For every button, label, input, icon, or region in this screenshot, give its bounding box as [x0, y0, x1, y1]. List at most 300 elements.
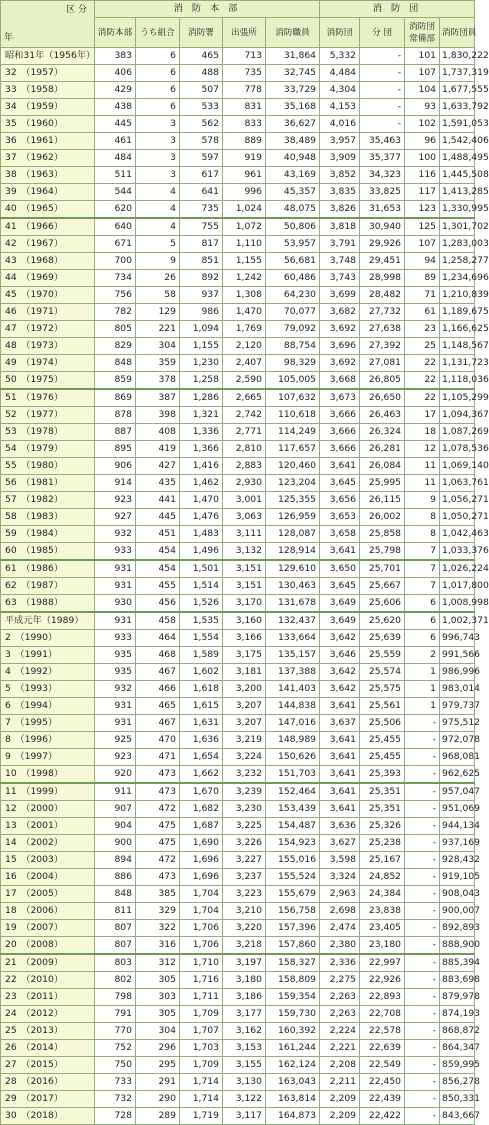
table-row: [1, 133, 475, 150]
value-cell: 305: [136, 1006, 180, 1023]
value-cell: 104: [405, 82, 440, 99]
value-cell: 126,959: [266, 509, 320, 526]
value-cell: 154,923: [266, 835, 320, 852]
value-cell: -: [360, 65, 405, 82]
value-cell: 805: [95, 321, 136, 338]
value-cell: 125,355: [266, 492, 320, 509]
table-row: [1, 630, 475, 647]
value-cell: 3,909: [320, 150, 360, 167]
value-cell: 3,218: [223, 937, 266, 955]
value-cell: 2,810: [223, 441, 266, 458]
value-cell: 3,642: [320, 681, 360, 698]
value-cell: 26,805: [360, 372, 405, 390]
value-cell: 467: [136, 664, 180, 681]
value-cell: 22,578: [360, 1023, 405, 1040]
value-cell: 962,625: [440, 766, 475, 784]
value-cell: 888,900: [440, 937, 475, 955]
value-cell: 107: [405, 236, 440, 253]
value-cell: 290: [136, 1091, 180, 1108]
value-cell: 3,642: [320, 630, 360, 647]
year-cell: 9 （1997）: [1, 749, 95, 766]
value-cell: 3,130: [223, 1074, 266, 1091]
value-cell: 291: [136, 1074, 180, 1091]
value-cell: 848: [95, 886, 136, 903]
value-cell: 1,069,140: [440, 458, 475, 475]
value-cell: 3,232: [223, 766, 266, 784]
table-row: [1, 920, 475, 937]
value-cell: 163,814: [266, 1091, 320, 1108]
value-cell: -: [405, 801, 440, 818]
year-cell: 19 （2007）: [1, 920, 95, 937]
value-cell: 2,963: [320, 886, 360, 903]
value-cell: 3,226: [223, 835, 266, 852]
value-cell: 132,437: [266, 612, 320, 630]
value-cell: 3,207: [223, 715, 266, 732]
value-cell: -: [405, 1040, 440, 1057]
value-cell: 1,462: [180, 475, 223, 492]
value-cell: 1,677,555: [440, 82, 475, 99]
value-cell: 932: [95, 681, 136, 698]
value-cell: 96: [405, 133, 440, 150]
value-cell: 533: [180, 99, 223, 116]
value-cell: 807: [95, 937, 136, 955]
table-row: [1, 783, 475, 801]
value-cell: 383: [95, 48, 136, 65]
value-cell: 3,151: [223, 578, 266, 595]
value-cell: 3,223: [223, 886, 266, 903]
value-cell: 1,633,792: [440, 99, 475, 116]
value-cell: 874,193: [440, 1006, 475, 1023]
value-cell: 419: [136, 441, 180, 458]
value-cell: 22,549: [360, 1057, 405, 1074]
table-row: [1, 1023, 475, 1040]
value-cell: 98,329: [266, 355, 320, 372]
value-cell: 843,667: [440, 1108, 475, 1125]
table-row: [1, 732, 475, 749]
year-cell: 34 （1959）: [1, 99, 95, 116]
value-cell: 1,589: [180, 647, 223, 664]
value-cell: 3,649: [320, 612, 360, 630]
value-cell: 1: [405, 664, 440, 681]
year-cell: 54 （1979）: [1, 441, 95, 458]
value-cell: 892: [180, 270, 223, 287]
value-cell: 25,506: [360, 715, 405, 732]
value-cell: 1,496: [180, 543, 223, 561]
value-cell: 385: [136, 886, 180, 903]
value-cell: -: [360, 116, 405, 133]
value-cell: 2,209: [320, 1108, 360, 1125]
value-cell: 155,016: [266, 852, 320, 869]
value-cell: 473: [136, 783, 180, 801]
value-cell: 3,650: [320, 560, 360, 578]
value-cell: 22: [405, 372, 440, 390]
value-cell: 829: [95, 338, 136, 355]
fire-department-group-header: 消 防 本 部: [95, 1, 320, 18]
value-cell: 398: [136, 407, 180, 424]
value-cell: 25,326: [360, 818, 405, 835]
value-cell: 1,476: [180, 509, 223, 526]
value-cell: 3,324: [320, 869, 360, 886]
value-cell: 295: [136, 1057, 180, 1074]
value-cell: 831: [223, 99, 266, 116]
value-cell: 3,219: [223, 732, 266, 749]
value-cell: 159,730: [266, 1006, 320, 1023]
value-cell: 1,286: [180, 389, 223, 407]
value-cell: 467: [136, 715, 180, 732]
year-cell: 43 （1968）: [1, 253, 95, 270]
value-cell: 3,153: [223, 1040, 266, 1057]
value-cell: 1,710: [180, 954, 223, 972]
table-row: [1, 48, 475, 65]
table-row: [1, 389, 475, 407]
value-cell: 3,668: [320, 372, 360, 390]
value-cell: 129: [136, 304, 180, 321]
value-cell: 129,610: [266, 560, 320, 578]
table-row: [1, 818, 475, 835]
value-cell: 158,809: [266, 972, 320, 989]
value-cell: 507: [180, 82, 223, 99]
value-cell: 3,239: [223, 783, 266, 801]
value-cell: 144,838: [266, 698, 320, 715]
year-cell: 47 （1972）: [1, 321, 95, 338]
value-cell: 1,602: [180, 664, 223, 681]
value-cell: 12: [405, 441, 440, 458]
value-cell: 305: [136, 972, 180, 989]
value-cell: -: [405, 903, 440, 920]
value-cell: 930: [95, 595, 136, 613]
year-cell: 18 （2006）: [1, 903, 95, 920]
value-cell: 3,230: [223, 801, 266, 818]
value-cell: 975,512: [440, 715, 475, 732]
value-cell: 734: [95, 270, 136, 287]
value-cell: 3,175: [223, 647, 266, 664]
value-cell: 920: [95, 766, 136, 784]
table-row: [1, 270, 475, 287]
value-cell: 3,627: [320, 835, 360, 852]
value-cell: 26: [136, 270, 180, 287]
value-cell: 26,463: [360, 407, 405, 424]
value-cell: 904: [95, 818, 136, 835]
value-cell: 1,716: [180, 972, 223, 989]
value-cell: 1,026,224: [440, 560, 475, 578]
value-cell: 25,798: [360, 543, 405, 561]
value-cell: 7: [405, 578, 440, 595]
value-cell: 1,087,269: [440, 424, 475, 441]
value-cell: 2,208: [320, 1057, 360, 1074]
value-cell: 1,105,299: [440, 389, 475, 407]
value-cell: 2,380: [320, 937, 360, 955]
value-cell: 640: [95, 218, 136, 236]
value-cell: 856,278: [440, 1074, 475, 1091]
year-cell: 8 （1996）: [1, 732, 95, 749]
corner-year-label: 年: [4, 33, 17, 43]
value-cell: 900,007: [440, 903, 475, 920]
table-row: [1, 749, 475, 766]
value-cell: 25,393: [360, 766, 405, 784]
value-cell: 1,366: [180, 441, 223, 458]
year-cell: 62 （1987）: [1, 578, 95, 595]
value-cell: 2,771: [223, 424, 266, 441]
table-row: [1, 766, 475, 784]
table-row: [1, 698, 475, 715]
year-cell: 22 （2010）: [1, 972, 95, 989]
value-cell: 26,084: [360, 458, 405, 475]
value-cell: 34,323: [360, 167, 405, 184]
value-cell: 3,645: [320, 475, 360, 492]
value-cell: 154,487: [266, 818, 320, 835]
value-cell: 2,742: [223, 407, 266, 424]
year-cell: 13 （2001）: [1, 818, 95, 835]
value-cell: 2: [405, 647, 440, 664]
value-cell: 25,351: [360, 801, 405, 818]
group-header-row: [1, 1, 475, 18]
table-row: [1, 372, 475, 390]
col-header: うち組合: [136, 18, 180, 48]
value-cell: 3,791: [320, 236, 360, 253]
value-cell: 957,047: [440, 783, 475, 801]
value-cell: 1,704: [180, 903, 223, 920]
value-cell: 1,078,536: [440, 441, 475, 458]
value-cell: 1,631: [180, 715, 223, 732]
year-cell: 26 （2014）: [1, 1040, 95, 1057]
value-cell: 2,883: [223, 458, 266, 475]
value-cell: 923: [95, 749, 136, 766]
value-cell: 3,666: [320, 407, 360, 424]
value-cell: 1,554: [180, 630, 223, 647]
value-cell: 733: [95, 1074, 136, 1091]
value-cell: 29,451: [360, 253, 405, 270]
value-cell: 3,186: [223, 989, 266, 1006]
value-cell: 101: [405, 48, 440, 65]
value-cell: 3,692: [320, 321, 360, 338]
value-cell: 435: [136, 475, 180, 492]
value-cell: 931: [95, 612, 136, 630]
value-cell: 2,211: [320, 1074, 360, 1091]
table-row: [1, 1057, 475, 1074]
year-cell: 52 （1977）: [1, 407, 95, 424]
year-cell: 30 （2018）: [1, 1108, 95, 1125]
col-header: 消防署: [180, 18, 223, 48]
value-cell: 864,347: [440, 1040, 475, 1057]
table-row: [1, 989, 475, 1006]
value-cell: 3,001: [223, 492, 266, 509]
year-cell: 6 （1994）: [1, 698, 95, 715]
value-cell: 445: [95, 116, 136, 133]
value-cell: 6: [405, 612, 440, 630]
value-cell: 2,221: [320, 1040, 360, 1057]
value-cell: 107: [405, 65, 440, 82]
value-cell: 735: [180, 201, 223, 219]
value-cell: 931: [95, 578, 136, 595]
value-cell: 1,488,495: [440, 150, 475, 167]
value-cell: 35,463: [360, 133, 405, 150]
value-cell: 378: [136, 372, 180, 390]
value-cell: -: [405, 886, 440, 903]
value-cell: 454: [136, 543, 180, 561]
value-cell: 296: [136, 1040, 180, 1057]
value-cell: 3,666: [320, 424, 360, 441]
value-cell: 303: [136, 989, 180, 1006]
value-cell: 3,155: [223, 1057, 266, 1074]
value-cell: 848: [95, 355, 136, 372]
value-cell: 1,830,222: [440, 48, 475, 65]
value-cell: 304: [136, 338, 180, 355]
table-row: [1, 441, 475, 458]
value-cell: 35,168: [266, 99, 320, 116]
value-cell: 3,696: [320, 338, 360, 355]
value-cell: 3: [136, 150, 180, 167]
value-cell: 937: [180, 287, 223, 304]
value-cell: 925: [95, 732, 136, 749]
value-cell: 28,482: [360, 287, 405, 304]
value-cell: 4: [136, 184, 180, 201]
year-cell: 55 （1980）: [1, 458, 95, 475]
value-cell: 387: [136, 389, 180, 407]
value-cell: 2,224: [320, 1023, 360, 1040]
value-cell: 120,460: [266, 458, 320, 475]
value-cell: 221: [136, 321, 180, 338]
value-cell: 1,321: [180, 407, 223, 424]
value-cell: -: [405, 1074, 440, 1091]
value-cell: 770: [95, 1023, 136, 1040]
corner-key-label: 区分: [65, 5, 90, 15]
value-cell: 968,081: [440, 749, 475, 766]
value-cell: 40,948: [266, 150, 320, 167]
value-cell: 157,860: [266, 937, 320, 955]
value-cell: 671: [95, 236, 136, 253]
table-row: [1, 954, 475, 972]
table-row: [1, 65, 475, 82]
value-cell: 153,439: [266, 801, 320, 818]
value-cell: 110,618: [266, 407, 320, 424]
value-cell: 27,081: [360, 355, 405, 372]
value-cell: 892,893: [440, 920, 475, 937]
value-cell: 3,656: [320, 492, 360, 509]
value-cell: 3,237: [223, 869, 266, 886]
value-cell: 130,463: [266, 578, 320, 595]
value-cell: 3,957: [320, 133, 360, 150]
value-cell: 23,180: [360, 937, 405, 955]
value-cell: 3,170: [223, 595, 266, 613]
value-cell: 26,115: [360, 492, 405, 509]
value-cell: 1,703: [180, 1040, 223, 1057]
value-cell: 475: [136, 818, 180, 835]
value-cell: 3,666: [320, 441, 360, 458]
year-cell: 昭和31年（1956年）: [1, 48, 95, 65]
value-cell: -: [405, 783, 440, 801]
value-cell: 3,166: [223, 630, 266, 647]
value-cell: 700: [95, 253, 136, 270]
value-cell: 1,017,800: [440, 578, 475, 595]
value-cell: 11: [405, 458, 440, 475]
value-cell: 4,153: [320, 99, 360, 116]
value-cell: 1,670: [180, 783, 223, 801]
value-cell: 26,324: [360, 424, 405, 441]
year-cell: 41 （1966）: [1, 218, 95, 236]
value-cell: 164,873: [266, 1108, 320, 1125]
value-cell: 7: [405, 543, 440, 561]
value-cell: 25,620: [360, 612, 405, 630]
value-cell: 728: [95, 1108, 136, 1125]
value-cell: 157,396: [266, 920, 320, 937]
value-cell: 8: [405, 509, 440, 526]
value-cell: 617: [180, 167, 223, 184]
table-row: [1, 424, 475, 441]
value-cell: 18: [405, 424, 440, 441]
value-cell: 25,606: [360, 595, 405, 613]
value-cell: 931: [95, 698, 136, 715]
year-cell: 12 （2000）: [1, 801, 95, 818]
year-cell: 11 （1999）: [1, 783, 95, 801]
value-cell: 102: [405, 116, 440, 133]
value-cell: 885,394: [440, 954, 475, 972]
value-cell: 752: [95, 1040, 136, 1057]
value-cell: 3: [136, 116, 180, 133]
value-cell: 3,637: [320, 715, 360, 732]
value-cell: 304: [136, 1023, 180, 1040]
value-cell: 3,151: [223, 560, 266, 578]
value-cell: 1,470: [223, 304, 266, 321]
value-cell: 544: [95, 184, 136, 201]
value-cell: 1,042,463: [440, 526, 475, 543]
value-cell: 312: [136, 954, 180, 972]
value-cell: 25: [405, 338, 440, 355]
value-cell: 150,626: [266, 749, 320, 766]
value-cell: -: [360, 48, 405, 65]
value-cell: 116: [405, 167, 440, 184]
value-cell: -: [405, 818, 440, 835]
table-row: [1, 715, 475, 732]
value-cell: -: [405, 869, 440, 886]
value-cell: 1,769: [223, 321, 266, 338]
table-row: [1, 664, 475, 681]
value-cell: 22: [405, 355, 440, 372]
value-cell: 429: [95, 82, 136, 99]
value-cell: 22: [405, 389, 440, 407]
value-cell: 3,180: [223, 972, 266, 989]
year-cell: 29 （2017）: [1, 1091, 95, 1108]
value-cell: -: [405, 972, 440, 989]
year-cell: 21 （2009）: [1, 954, 95, 972]
col-header: 分 団: [360, 18, 405, 48]
value-cell: 868,872: [440, 1023, 475, 1040]
value-cell: 1,008,998: [440, 595, 475, 613]
value-cell: 3,641: [320, 732, 360, 749]
value-cell: 944,134: [440, 818, 475, 835]
year-cell: 24 （2012）: [1, 1006, 95, 1023]
value-cell: 511: [95, 167, 136, 184]
year-cell: 57 （1982）: [1, 492, 95, 509]
value-cell: 3,160: [223, 612, 266, 630]
value-cell: 3,692: [320, 355, 360, 372]
table-row: [1, 338, 475, 355]
table-row: [1, 560, 475, 578]
year-cell: 39 （1964）: [1, 184, 95, 201]
year-cell: 10 （1998）: [1, 766, 95, 784]
value-cell: 811: [95, 903, 136, 920]
value-cell: 455: [136, 578, 180, 595]
value-cell: 886: [95, 869, 136, 886]
table-row: [1, 150, 475, 167]
value-cell: 11: [405, 475, 440, 492]
value-cell: 951,069: [440, 801, 475, 818]
value-cell: 1,166,625: [440, 321, 475, 338]
value-cell: 1,336: [180, 424, 223, 441]
value-cell: 128,087: [266, 526, 320, 543]
value-cell: 22,893: [360, 989, 405, 1006]
value-cell: 1,155: [223, 253, 266, 270]
value-cell: 935: [95, 664, 136, 681]
